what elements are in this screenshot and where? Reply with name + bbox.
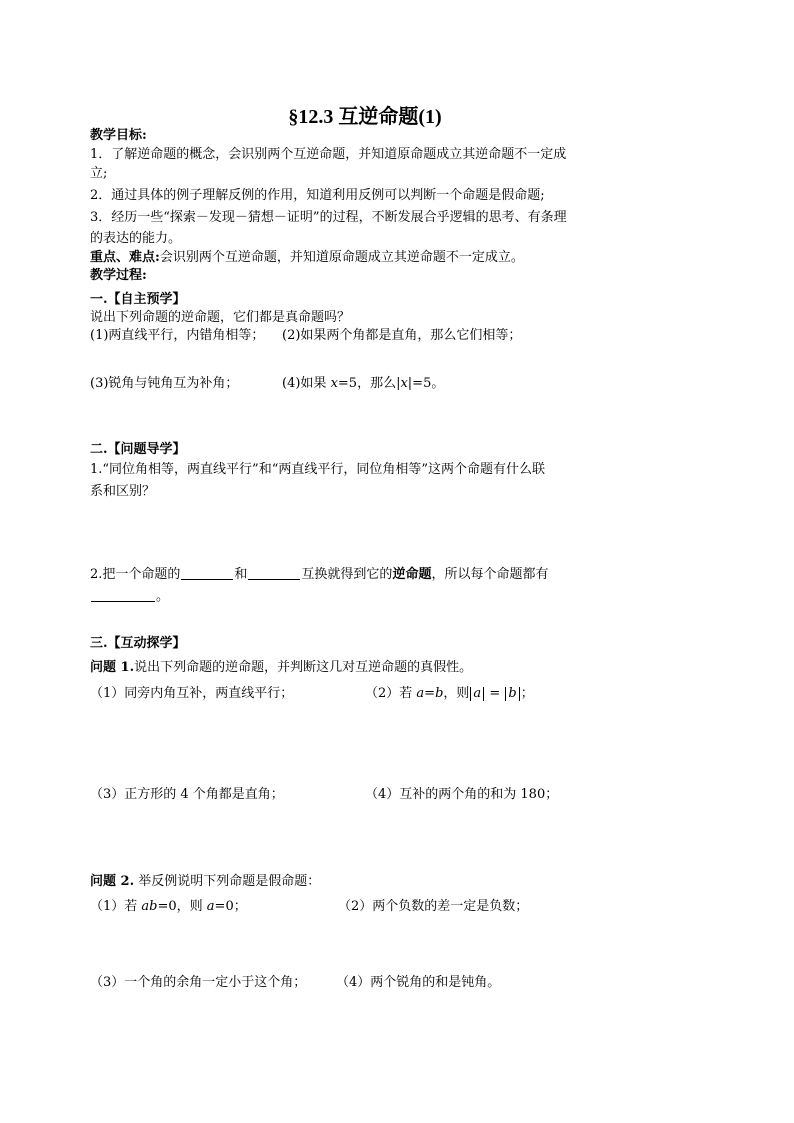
objective-3-cont: 的表达的能力。 xyxy=(90,231,182,246)
abs-b: b xyxy=(505,687,519,701)
answer-blank[interactable] xyxy=(248,567,300,580)
section2-question-1: 1.“同位角相等，两直线平行”和“两直线平行，同位角相等”这两个命题有什么联 xyxy=(90,462,545,477)
problem-2-item-3: （3）一个角的余角一定小于这个角； xyxy=(90,975,307,990)
section1-item-3: (3)锐角与钝角互为补角； xyxy=(90,376,239,391)
objective-2: 2．通过具体的例子理解反例的作用，知道利用反例可以判断一个命题是假命题; xyxy=(90,188,545,203)
section1-heading: 一.【自主预学】 xyxy=(90,292,186,307)
process-heading: 教学过程: xyxy=(90,268,147,283)
objective-3: 3．经历一些“探索－发现－猜想－证明”的过程，不断发展合乎逻辑的思考、有条理 xyxy=(90,210,567,225)
problem-2-prompt: 问题 2. 举反例说明下列命题是假命题： xyxy=(90,874,321,889)
key-points-label: 重点、难点: xyxy=(90,250,160,265)
key-points xyxy=(90,250,524,266)
section2-heading: 二.【问题导学】 xyxy=(90,442,186,457)
problem-2-item-4: （4）两个锐角的和是钝角。 xyxy=(336,975,501,990)
section2-question-2-cont: 。 xyxy=(90,589,169,605)
objective-1: 1．了解逆命题的概念，会识别两个互逆命题，并知道原命题成立其逆命题不一定成 xyxy=(90,147,567,162)
problem-1-item-4: （4）互补的两个角的和为 180； xyxy=(365,787,559,802)
page-title: §12.3 互逆命题(1) xyxy=(288,106,442,128)
problem-1-item-1: （1）同旁内角互补，两直线平行； xyxy=(90,686,294,701)
problem-1-item-2: （2）若 a=b，则 a = b ； xyxy=(365,686,534,701)
section1-item-1: (1)两直线平行，内错角相等； xyxy=(90,328,265,343)
problem-2-item-2: （2）两个负数的差一定是负数； xyxy=(338,899,529,914)
problem-1-item-3: （3）正方形的 4 个角都是直角； xyxy=(90,787,284,802)
answer-blank[interactable] xyxy=(91,589,155,602)
section2-question-2: 2.把一个命题的 和 互换就得到它的逆命题，所以每个命题都有 xyxy=(90,567,549,582)
answer-blank[interactable] xyxy=(181,567,233,580)
section1-prompt: 说出下列命题的逆命题，它们都是真命题吗？ xyxy=(90,310,351,325)
key-points-text: 会识别两个互逆命题，并知道原命题成立其逆命题不一定成立。 xyxy=(159,250,524,265)
objectives-heading: 教学目标: xyxy=(90,128,147,143)
section3-heading: 三.【互动探学】 xyxy=(90,636,186,651)
problem-2-item-1: （1）若 ab=0，则 a=0； xyxy=(90,899,247,914)
section1-item-2: (2)如果两个角都是直角，那么它们相等； xyxy=(282,328,522,343)
abs-a: a xyxy=(470,687,484,701)
section2-question-1-cont: 系和区别？ xyxy=(90,484,156,499)
problem-1-prompt: 问题 1.说出下列命题的逆命题，并判断这几对互逆命题的真假性。 xyxy=(90,660,473,675)
objective-1-cont: 立; xyxy=(90,166,108,181)
section1-item-4: (4)如果 x=5，那么|x|=5。 xyxy=(282,376,445,391)
